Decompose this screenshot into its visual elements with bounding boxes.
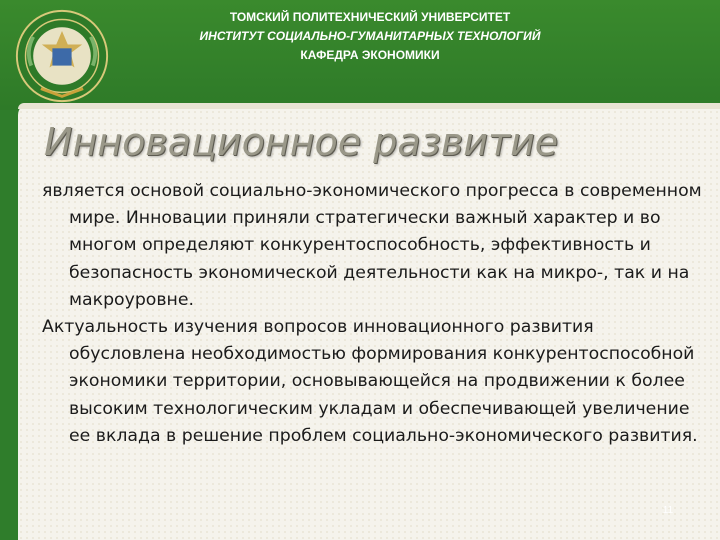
header-titles bbox=[150, 8, 590, 65]
institute-name: ИНСТИТУТ СОЦИАЛЬНО-ГУМАНИТАРНЫХ ТЕХНОЛОГИЙ bbox=[199, 29, 541, 43]
department-name: КАФЕДРА ЭКОНОМИКИ bbox=[300, 48, 440, 62]
page-number: 11 bbox=[662, 505, 674, 516]
paragraph-2: Актуальность изучения вопросов инновационного развития обусловлена необходимостью формирования конкурентоспособной экономики территории, основывающейся на продвижении к более высоким технологическим укладам и обеспечивающей увеличение ее вклада в решение проблем социально-экономического развития. bbox=[42, 317, 698, 446]
slide-body bbox=[42, 178, 707, 450]
slide-title: Инновационное развитие bbox=[44, 120, 559, 164]
header-bar bbox=[0, 0, 720, 110]
university-emblem-icon bbox=[14, 8, 110, 104]
university-name: ТОМСКИЙ ПОЛИТЕХНИЧЕСКИЙ УНИВЕРСИТЕТ bbox=[229, 10, 511, 24]
paragraph-1: является основой социально-экономического прогресса в современном мире. Инновации приняли стратегически важный характер и во многом определяют конкурентоспособность, эффективность и безопасность экономической деятельности как на микро-, так и на макроуровне. bbox=[42, 181, 702, 310]
panel-top-strip bbox=[18, 103, 720, 109]
